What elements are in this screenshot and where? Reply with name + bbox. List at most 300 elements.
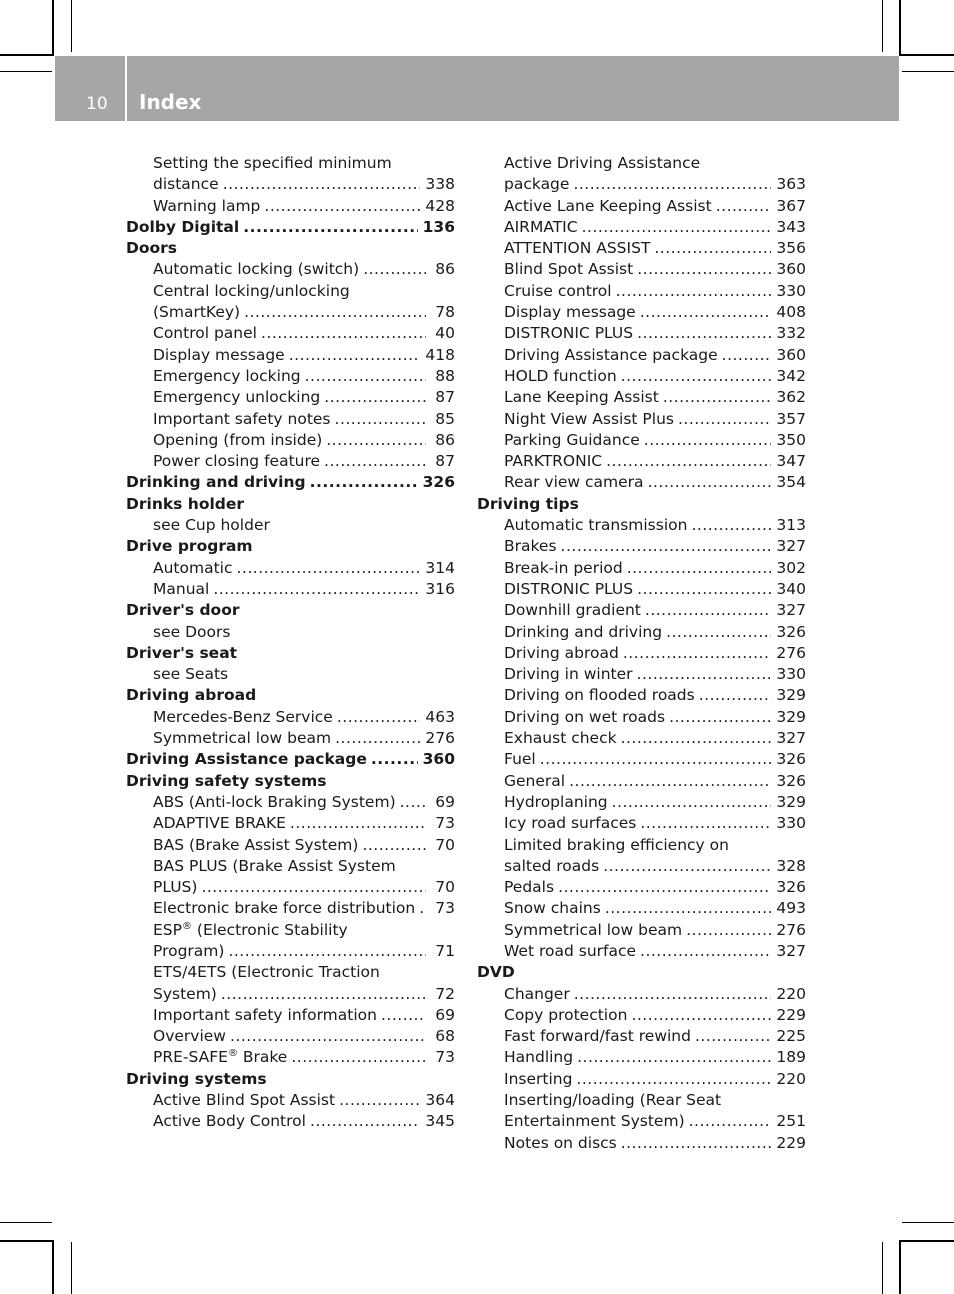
dot-leader (337, 707, 421, 728)
entry-label: Driving abroad (504, 643, 619, 662)
entry-text (504, 515, 687, 536)
page-reference: 40 (435, 324, 455, 343)
registered-mark: ® (227, 1048, 238, 1060)
entry-text (504, 259, 633, 280)
index-entry (477, 345, 806, 366)
page-reference: 345 (425, 1112, 455, 1131)
index-heading (126, 217, 455, 238)
index-entry (126, 728, 455, 749)
entry-label: AIRMATIC (504, 217, 578, 236)
entry-text (153, 963, 380, 981)
crop-mark (902, 71, 954, 72)
entry-text (504, 600, 641, 621)
entry-text (504, 984, 570, 1005)
entry-label: Control panel (153, 324, 257, 343)
index-heading (126, 643, 455, 664)
page-reference: 364 (425, 1091, 455, 1110)
entry-text (504, 685, 695, 706)
entry-text (504, 217, 578, 238)
entry-label: Display message (504, 303, 636, 322)
entry-text (153, 857, 396, 875)
entry-label: Drinks holder (126, 494, 245, 513)
dot-leader (631, 1005, 771, 1026)
entry-label: Driving Assistance package (126, 750, 367, 769)
entry-text (153, 898, 415, 919)
dot-leader (310, 472, 418, 493)
index-heading (126, 536, 455, 557)
index-entry (126, 898, 455, 919)
entry-label: Central locking/unlocking (153, 281, 350, 300)
page-reference: 225 (776, 1027, 806, 1046)
entry-text (504, 387, 659, 408)
crop-mark (902, 1222, 954, 1223)
entry-label: Manual (153, 579, 210, 598)
index-entry (477, 472, 806, 493)
index-entry (477, 813, 806, 834)
index-entry (126, 1005, 455, 1026)
entry-text (504, 792, 608, 813)
entry-label: Warning lamp (153, 196, 261, 215)
index-entry (477, 600, 806, 621)
entry-text (504, 1133, 617, 1154)
page-reference: 87 (435, 452, 455, 471)
index-entry (126, 281, 455, 302)
index-entry (477, 1047, 806, 1068)
entry-label: Limited braking efficiency on (504, 835, 729, 854)
page-reference: 362 (776, 388, 806, 407)
index-entry (126, 174, 455, 195)
index-entry (477, 1026, 806, 1047)
entry-label: Important safety notes (153, 409, 331, 428)
dot-leader (686, 920, 771, 941)
entry-label: DISTRONIC PLUS (504, 324, 634, 343)
index-entry (477, 1111, 806, 1132)
dot-leader (243, 217, 417, 238)
index-entry (477, 898, 806, 919)
index-entry (477, 984, 806, 1005)
dot-leader (223, 174, 421, 195)
dot-leader (689, 1111, 772, 1132)
index-heading (126, 600, 455, 621)
entry-label: ABS (Anti-lock Braking System) (153, 792, 396, 811)
page-reference: 342 (776, 366, 806, 385)
entry-label: Night View Assist Plus (504, 409, 674, 428)
index-entry (477, 749, 806, 770)
entry-text (153, 430, 322, 451)
entry-label: Exhaust check (504, 729, 617, 748)
header-divider (125, 56, 127, 121)
page-reference: 347 (776, 452, 806, 471)
page-reference: 302 (776, 558, 806, 577)
dot-leader (691, 515, 771, 536)
entry-label: Automatic locking (switch) (153, 260, 360, 279)
entry-text (504, 920, 682, 941)
entry-label: see Cup holder (153, 516, 270, 535)
entry-label: Active Blind Spot Assist (153, 1091, 336, 1110)
index-entry (126, 622, 455, 643)
dot-leader (623, 643, 772, 664)
dot-leader (230, 1026, 426, 1047)
entry-label: see Doors (153, 622, 231, 641)
dot-leader (621, 366, 772, 387)
entry-label: System) (153, 984, 217, 1003)
page-reference: 332 (776, 324, 806, 343)
dot-leader (419, 898, 426, 919)
entry-label: Drinking and driving (504, 622, 663, 641)
entry-text (153, 345, 285, 366)
entry-label: Notes on discs (504, 1133, 617, 1152)
crop-mark (882, 0, 883, 52)
index-entry (126, 302, 455, 323)
entry-label: ETS/4ETS (Electronic Traction (153, 963, 380, 982)
entry-label: Display message (153, 345, 285, 364)
entry-text (504, 664, 633, 685)
page-reference: 73 (435, 899, 455, 918)
entry-text (126, 749, 367, 770)
index-entry (477, 835, 806, 856)
entry-text (504, 302, 636, 323)
page-reference: 357 (776, 409, 806, 428)
index-entry (126, 1047, 455, 1068)
page-reference: 363 (776, 175, 806, 194)
page-reference: 326 (776, 771, 806, 790)
page-reference: 329 (776, 792, 806, 811)
index-heading (126, 238, 455, 259)
entry-text (504, 856, 599, 877)
index-entry (477, 707, 806, 728)
index-entry (477, 920, 806, 941)
index-entry (477, 409, 806, 430)
page-reference: 327 (776, 941, 806, 960)
index-heading (126, 685, 455, 706)
entry-text (153, 259, 359, 280)
index-entry (126, 813, 455, 834)
entry-label: Driving tips (477, 494, 579, 513)
index-heading (477, 494, 806, 515)
page-reference: 326 (422, 473, 455, 492)
page-reference: 69 (435, 792, 455, 811)
index-entry (126, 962, 455, 983)
index-entry (126, 856, 455, 877)
index-entry (126, 664, 455, 685)
page-reference: 69 (435, 1005, 455, 1024)
entry-text (504, 1111, 685, 1132)
dot-leader (640, 941, 771, 962)
entry-text (153, 451, 320, 472)
entry-text (153, 665, 228, 683)
index-entry (477, 941, 806, 962)
entry-label-rest: (Electronic Stability (191, 920, 348, 939)
dot-leader (621, 1133, 772, 1154)
index-entry (126, 1026, 455, 1047)
dot-leader (381, 1005, 426, 1026)
entry-text (153, 154, 392, 172)
index-entry (126, 409, 455, 430)
entry-text (504, 323, 633, 344)
entry-label: Brakes (504, 537, 557, 556)
crop-mark (52, 0, 54, 56)
index-heading (126, 472, 455, 493)
index-entry (126, 1111, 455, 1132)
entry-label: Symmetrical low beam (153, 729, 332, 748)
entry-label: Driving on flooded roads (504, 686, 695, 705)
index-entry (477, 1005, 806, 1026)
index-entry (126, 387, 455, 408)
index-entry (477, 153, 806, 174)
page-reference: 229 (776, 1005, 806, 1024)
dot-leader (221, 984, 426, 1005)
page-reference: 329 (776, 707, 806, 726)
crop-mark (0, 1222, 52, 1223)
index-entry (126, 259, 455, 280)
entry-text (504, 1091, 721, 1109)
page-reference: 408 (776, 303, 806, 322)
index-entry (126, 920, 455, 941)
dot-leader (654, 238, 771, 259)
dot-leader (363, 259, 426, 280)
entry-label: Doors (126, 239, 178, 258)
page-reference: 330 (776, 665, 806, 684)
page-reference: 313 (776, 516, 806, 535)
index-entry (477, 238, 806, 259)
dot-leader (605, 898, 772, 919)
index-entry (477, 536, 806, 557)
entry-text (153, 196, 260, 217)
entry-label: Driving abroad (126, 686, 257, 705)
entry-label: Automatic transmission (504, 516, 688, 535)
entry-text (153, 558, 233, 579)
page-reference: 78 (435, 303, 455, 322)
crop-mark (882, 1242, 883, 1294)
entry-label: Entertainment System) (504, 1112, 685, 1131)
entry-text (153, 1090, 335, 1111)
dot-leader (540, 749, 772, 770)
index-entry (126, 877, 455, 898)
entry-text (504, 558, 623, 579)
dot-leader (663, 387, 772, 408)
entry-label-rest: Brake (237, 1048, 288, 1067)
dot-leader (574, 984, 772, 1005)
index-entry (126, 345, 455, 366)
entry-text (126, 686, 256, 704)
entry-text (504, 1005, 627, 1026)
entry-text (153, 579, 209, 600)
page-reference: 86 (435, 430, 455, 449)
dot-leader (289, 345, 421, 366)
entry-label: package (504, 175, 570, 194)
index-entry (477, 622, 806, 643)
entry-text (153, 387, 320, 408)
entry-text (504, 836, 729, 854)
entry-label: distance (153, 175, 219, 194)
crop-mark (899, 0, 901, 56)
entry-text (153, 792, 396, 813)
index-entry (126, 984, 455, 1005)
entry-text (153, 282, 350, 300)
entry-label: see Seats (153, 665, 229, 684)
index-entry (477, 302, 806, 323)
entry-label: BAS (Brake Assist System) (153, 835, 359, 854)
entry-label: HOLD function (504, 366, 617, 385)
entry-text (153, 813, 286, 834)
page-reference: 360 (776, 260, 806, 279)
entry-text (126, 644, 237, 662)
index-entry (477, 1133, 806, 1154)
page-reference: 276 (425, 729, 455, 748)
entry-text (153, 728, 331, 749)
entry-text (126, 495, 244, 513)
entry-text (504, 409, 674, 430)
entry-label: Active Lane Keeping Assist (504, 196, 712, 215)
index-heading (126, 494, 455, 515)
page-reference: 86 (435, 260, 455, 279)
index-column-left (126, 153, 455, 1133)
index-entry (477, 259, 806, 280)
index-entry (477, 430, 806, 451)
entry-text (126, 772, 326, 790)
page-reference: 354 (776, 473, 806, 492)
dot-leader (576, 1069, 771, 1090)
entry-text (153, 409, 331, 430)
page-reference: 87 (435, 388, 455, 407)
dot-leader (335, 728, 420, 749)
entry-text (504, 749, 536, 770)
page-reference: 88 (435, 366, 455, 385)
page-reference: 326 (776, 878, 806, 897)
entry-text (153, 1047, 287, 1068)
entry-text (504, 238, 650, 259)
index-entry (126, 707, 455, 728)
dot-leader (669, 707, 771, 728)
dot-leader (324, 451, 426, 472)
dot-leader (305, 366, 426, 387)
page-reference: 356 (776, 239, 806, 258)
entry-label: Inserting/loading (Rear Seat (504, 1091, 722, 1110)
entry-text (504, 345, 718, 366)
index-column-right (477, 153, 806, 1154)
dot-leader (603, 856, 771, 877)
entry-label: Driver's door (126, 601, 240, 620)
index-entry (477, 685, 806, 706)
entry-text (504, 643, 619, 664)
entry-label: Lane Keeping Assist (504, 388, 659, 407)
dot-leader (201, 877, 426, 898)
entry-text (153, 174, 219, 195)
index-entry (126, 515, 455, 536)
entry-label: Wet road surface (504, 941, 637, 960)
entry-label: Emergency locking (153, 366, 301, 385)
entry-label: DISTRONIC PLUS (504, 579, 634, 598)
page-header (55, 56, 899, 121)
entry-text (504, 430, 640, 451)
index-entry (126, 792, 455, 813)
entry-label: Dolby Digital (126, 217, 240, 236)
entry-text (504, 174, 569, 195)
entry-label: Drinking and driving (126, 473, 306, 492)
entry-text (504, 728, 617, 749)
entry-text (504, 451, 602, 472)
entry-text (153, 516, 270, 534)
dot-leader (362, 835, 426, 856)
entry-label: Hydroplaning (504, 792, 608, 811)
crop-mark (71, 1242, 72, 1294)
entry-text (153, 984, 217, 1005)
index-entry (126, 579, 455, 600)
entry-text (504, 877, 554, 898)
entry-text (126, 601, 240, 619)
crop-mark (0, 71, 52, 72)
page-reference: 276 (776, 643, 806, 662)
dot-leader (335, 409, 426, 430)
page-reference: 327 (776, 537, 806, 556)
page-title: Index (139, 90, 202, 114)
index-entry (477, 196, 806, 217)
entry-text (504, 622, 662, 643)
entry-label: Opening (from inside) (153, 430, 323, 449)
page-reference: 316 (425, 579, 455, 598)
page-reference: 68 (435, 1027, 455, 1046)
page-reference: 70 (435, 835, 455, 854)
entry-label: DVD (477, 963, 515, 982)
entry-text (126, 217, 239, 238)
entry-label: Changer (504, 984, 570, 1003)
registered-mark: ® (181, 920, 192, 932)
entry-label: Icy road surfaces (504, 814, 637, 833)
entry-label: Power closing feature (153, 452, 321, 471)
entry-text (504, 707, 665, 728)
crop-mark (899, 1240, 901, 1294)
entry-label: Driving systems (126, 1069, 267, 1088)
dot-leader (637, 579, 771, 600)
entry-text (126, 1070, 267, 1088)
entry-label: Mercedes-Benz Service (153, 707, 333, 726)
index-heading (126, 749, 455, 770)
dot-leader (644, 430, 772, 451)
page-reference: 463 (425, 707, 455, 726)
index-entry (477, 728, 806, 749)
dot-leader (606, 451, 771, 472)
entry-label: PLUS) (153, 878, 198, 897)
dot-leader (678, 409, 771, 430)
entry-label: Copy protection (504, 1005, 628, 1024)
index-entry (477, 643, 806, 664)
entry-label: Driving Assistance package (504, 345, 718, 364)
entry-text (153, 1026, 226, 1047)
entry-label: ADAPTIVE BRAKE (153, 814, 286, 833)
page-number: 10 (86, 94, 108, 114)
dot-leader (716, 196, 772, 217)
entry-label: Snow chains (504, 899, 601, 918)
dot-leader (582, 217, 772, 238)
entry-text (504, 196, 712, 217)
index-entry (477, 174, 806, 195)
dot-leader (637, 259, 771, 280)
entry-text (504, 472, 644, 493)
dot-leader (310, 1111, 420, 1132)
entry-text (504, 1026, 691, 1047)
page-reference: 360 (776, 345, 806, 364)
entry-label: Driving safety systems (126, 771, 327, 790)
dot-leader (264, 196, 420, 217)
dot-leader (400, 792, 426, 813)
page-reference: 493 (776, 899, 806, 918)
entry-text (504, 941, 636, 962)
entry-text (153, 1005, 377, 1026)
dot-leader (637, 323, 771, 344)
page-reference: 314 (425, 558, 455, 577)
page-reference: 276 (776, 920, 806, 939)
index-entry (477, 1069, 806, 1090)
